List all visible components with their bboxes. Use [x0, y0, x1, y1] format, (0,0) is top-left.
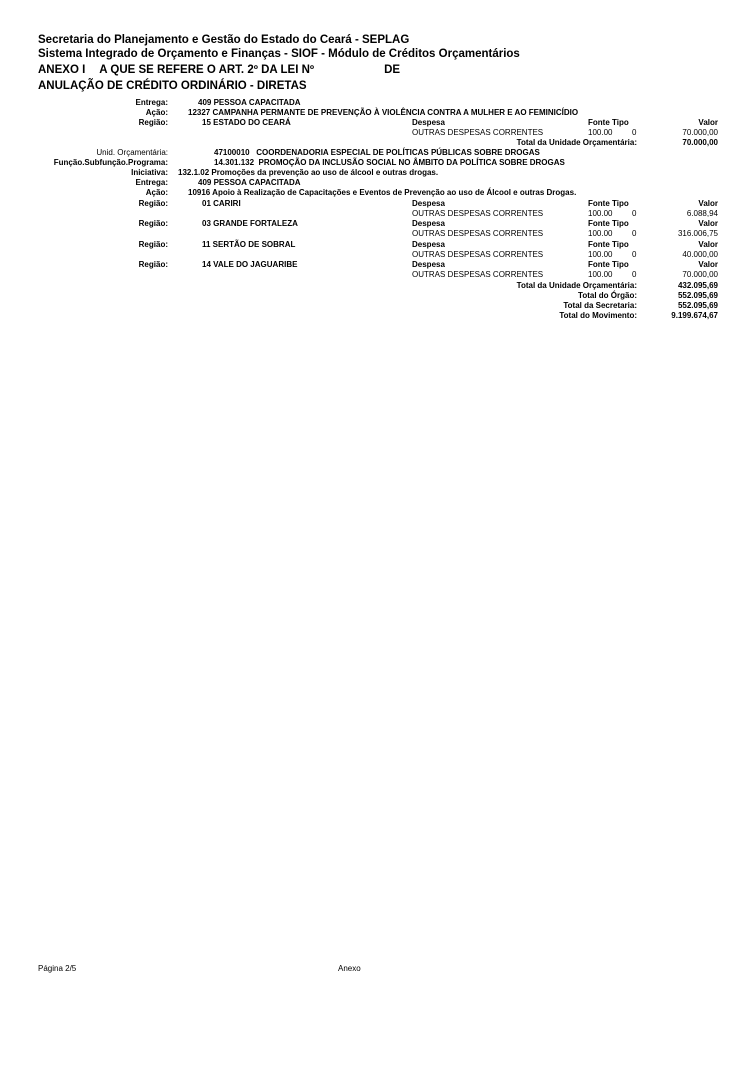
valor-header: Valor [698, 199, 718, 208]
valor-value: 70.000,00 [682, 128, 718, 137]
despesa-header: Despesa [412, 219, 445, 228]
valor-header: Valor [698, 240, 718, 249]
regiao-row [0, 240, 756, 250]
total-value: 432.095,69 [677, 281, 718, 290]
valor-header: Valor [698, 219, 718, 228]
valor-value: 70.000,00 [682, 270, 718, 279]
anexo-reference: A QUE SE REFERE O ART. 2º DA LEI Nº [99, 64, 315, 76]
fonte-tipo-header: Fonte Tipo [588, 118, 629, 127]
total-label: Total do Órgão: [578, 291, 637, 300]
regiao-label: Região: [138, 199, 168, 208]
entrega-label: Entrega: [135, 178, 168, 187]
fonte-tipo-header: Fonte Tipo [588, 240, 629, 249]
entrega-value: 409 PESSOA CAPACITADA [198, 98, 301, 107]
acao-label: Ação: [145, 108, 168, 117]
despesa-row [0, 229, 756, 239]
regiao-value: 14 VALE DO JAGUARIBE [202, 260, 298, 269]
fonte-value: 100.00 [588, 128, 613, 137]
unid-orcamentaria-row [0, 148, 756, 158]
despesa-value: OUTRAS DESPESAS CORRENTES [412, 270, 544, 279]
header-sistema: Sistema Integrado de Orçamento e Finanças - SIOF - Módulo de Créditos Orçamentários [38, 48, 520, 60]
acao-label: Ação: [145, 188, 168, 197]
anexo-label: ANEXO I [38, 64, 86, 76]
despesa-header: Despesa [412, 199, 445, 208]
regiao-label: Região: [138, 240, 168, 249]
acao-value: 10916 Apoio à Realização de Capacitações e Eventos de Prevenção ao uso de Álcool e outras Drogas. [188, 188, 577, 197]
regiao-row [0, 260, 756, 270]
total-row [0, 311, 756, 321]
fonte-tipo-header: Fonte Tipo [588, 199, 629, 208]
valor-value: 6.088,94 [686, 209, 718, 218]
funcao-row [0, 158, 756, 168]
unid-orcamentaria-label: Unid. Orçamentária: [96, 148, 168, 157]
fonte-tipo-header: Fonte Tipo [588, 219, 629, 228]
tipo-value: 0 [632, 209, 637, 218]
total-unidade-label: Total da Unidade Orçamentária: [516, 138, 637, 147]
entrega-label: Entrega: [135, 98, 168, 107]
header-secretaria: Secretaria do Planejamento e Gestão do Estado do Ceará - SEPLAG [38, 34, 410, 46]
total-label: Total da Secretaria: [563, 301, 637, 310]
valor-header: Valor [698, 260, 718, 269]
funcao-value: 14.301.132 PROMOÇÃO DA INCLUSÃO SOCIAL NO ÂMBITO DA POLÍTICA SOBRE DROGAS [214, 158, 565, 167]
total-label: Total do Movimento: [559, 311, 637, 320]
unid-orcamentaria-value: 47100010 COORDENADORIA ESPECIAL DE POLÍTICAS PÚBLICAS SOBRE DROGAS [214, 148, 540, 157]
total-unidade-value: 70.000,00 [682, 138, 718, 147]
entrega-row [0, 98, 756, 108]
tipo-value: 0 [632, 128, 637, 137]
page-number: Página 2/5 [38, 964, 77, 973]
despesa-value: OUTRAS DESPESAS CORRENTES [412, 209, 544, 218]
header-anulacao: ANULAÇÃO DE CRÉDITO ORDINÁRIO - DIRETAS [38, 80, 307, 92]
tipo-value: 0 [632, 229, 637, 238]
header-anexo-line [38, 64, 400, 76]
total-row [0, 291, 756, 301]
entrega-row [0, 178, 756, 188]
total-value: 552.095,69 [677, 301, 718, 310]
fonte-value: 100.00 [588, 250, 613, 259]
acao-row [0, 188, 756, 198]
acao-row [0, 108, 756, 118]
regiao-label: Região: [138, 260, 168, 269]
regiao-row [0, 219, 756, 229]
regiao-value: 15 ESTADO DO CEARÁ [202, 118, 291, 127]
fonte-tipo-header: Fonte Tipo [588, 260, 629, 269]
despesa-row [0, 270, 756, 280]
regiao-label: Região: [138, 219, 168, 228]
total-unidade-row [0, 138, 756, 148]
regiao-row [0, 199, 756, 209]
despesa-value: OUTRAS DESPESAS CORRENTES [412, 128, 544, 137]
despesa-row [0, 128, 756, 138]
despesa-header: Despesa [412, 118, 445, 127]
anexo-de: DE [384, 64, 401, 76]
despesa-header: Despesa [412, 260, 445, 269]
valor-header: Valor [698, 118, 718, 127]
regiao-value: 03 GRANDE FORTALEZA [202, 219, 298, 228]
tipo-value: 0 [632, 250, 637, 259]
regiao-value: 01 CARIRI [202, 199, 241, 208]
total-row [0, 301, 756, 311]
total-value: 552.095,69 [677, 291, 718, 300]
despesa-row [0, 209, 756, 219]
fonte-value: 100.00 [588, 270, 613, 279]
fonte-value: 100.00 [588, 229, 613, 238]
total-label: Total da Unidade Orçamentária: [516, 281, 637, 290]
tipo-value: 0 [632, 270, 637, 279]
total-value: 9.199.674,67 [671, 311, 718, 320]
valor-value: 316.006,75 [677, 229, 718, 238]
despesa-row [0, 250, 756, 260]
acao-value: 12327 CAMPANHA PERMANTE DE PREVENÇÃO À VIOLÊNCIA CONTRA A MULHER E AO FEMINICÍDIO [188, 108, 579, 117]
iniciativa-label: Iniciativa: [131, 168, 168, 177]
valor-value: 40.000,00 [682, 250, 718, 259]
despesa-value: OUTRAS DESPESAS CORRENTES [412, 229, 544, 238]
footer-anexo: Anexo [338, 964, 361, 973]
fonte-value: 100.00 [588, 209, 613, 218]
regiao-label: Região: [138, 118, 168, 127]
regiao-value: 11 SERTÃO DE SOBRAL [202, 240, 296, 249]
iniciativa-row [0, 168, 756, 178]
despesa-value: OUTRAS DESPESAS CORRENTES [412, 250, 544, 259]
funcao-label: Função.Subfunção.Programa: [53, 158, 168, 167]
despesa-header: Despesa [412, 240, 445, 249]
entrega-value: 409 PESSOA CAPACITADA [198, 178, 301, 187]
regiao-row [0, 118, 756, 128]
iniciativa-value: 132.1.02 Promoções da prevenção ao uso de álcool e outras drogas. [178, 168, 439, 177]
total-row [0, 281, 756, 291]
